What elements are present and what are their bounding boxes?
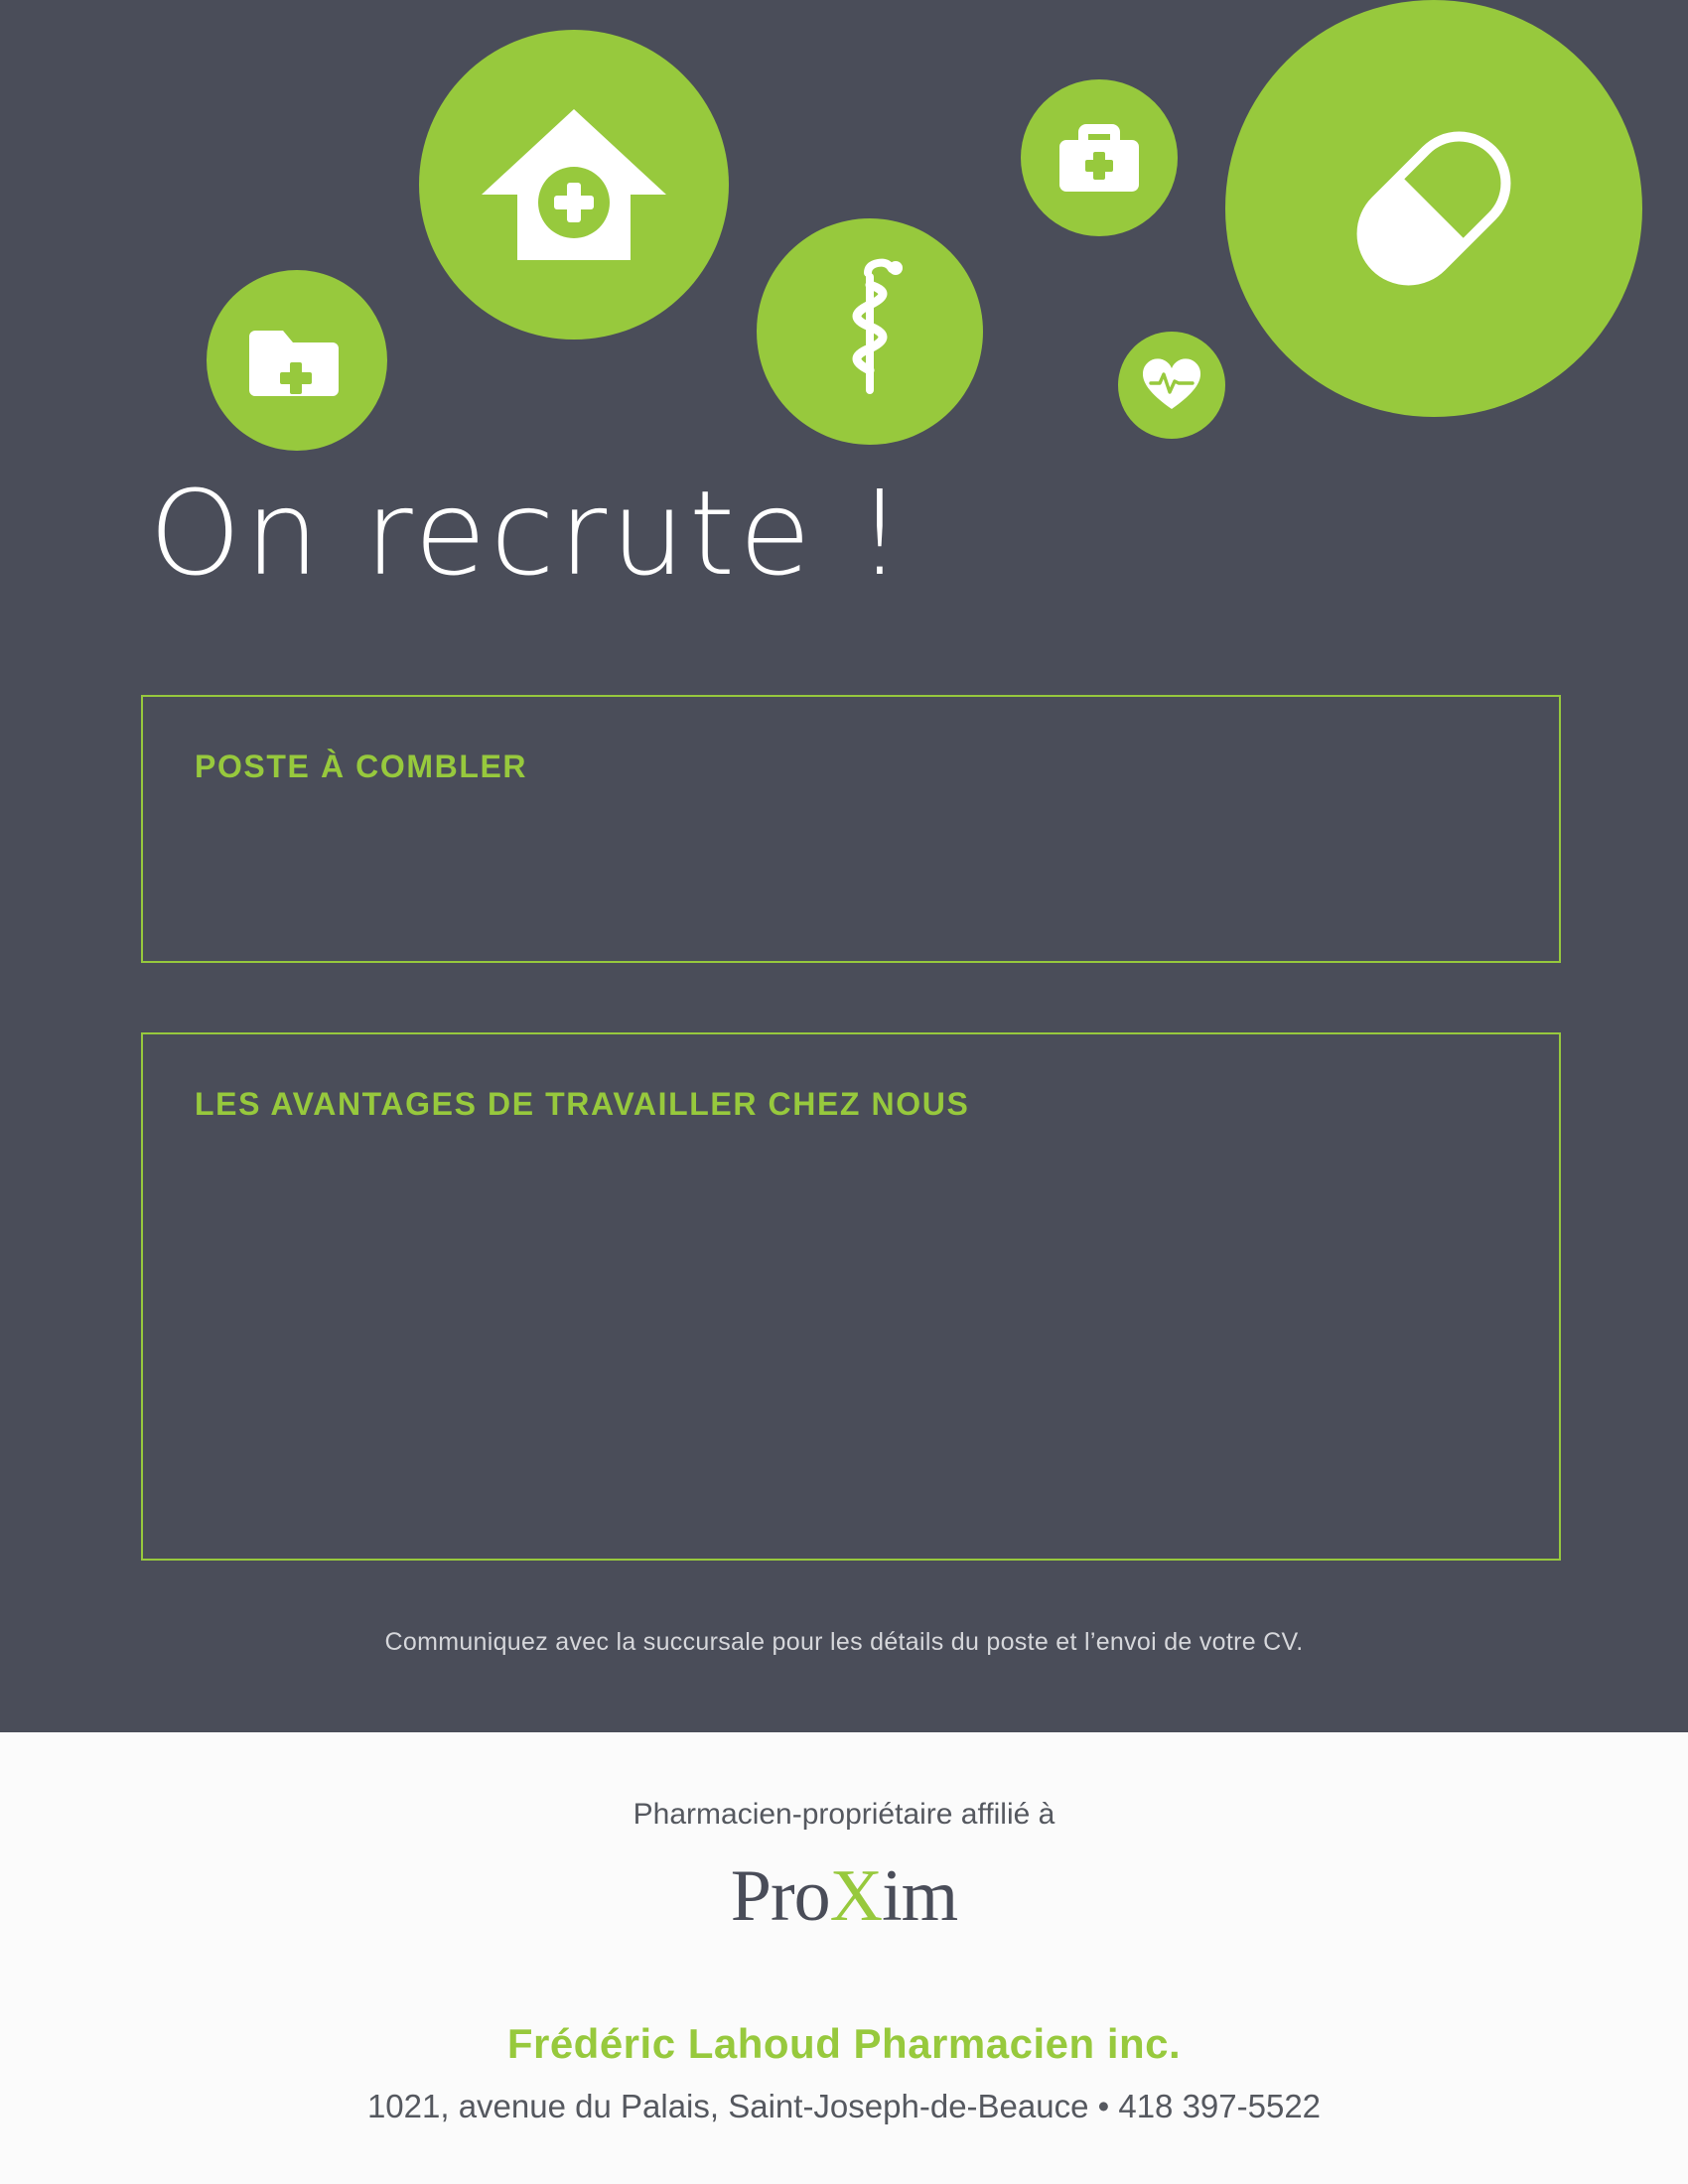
pill-capsule-icon: [1225, 0, 1642, 417]
section-title-avantages: LES AVANTAGES DE TRAVAILLER CHEZ NOUS: [195, 1086, 970, 1122]
folder-plus-icon: [207, 270, 387, 451]
footer: [0, 1732, 1688, 2184]
affiliation-text: Pharmacien-propriétaire affilié à: [633, 1798, 1055, 1831]
house-plus-icon: [419, 30, 729, 340]
section-avantages: [141, 1032, 1561, 1561]
pharmacy-name: Frédéric Lahoud Pharmacien inc.: [506, 2020, 1182, 2067]
section-title-poste: POSTE À COMBLER: [195, 749, 528, 784]
section-poste-a-combler: [141, 695, 1561, 963]
contact-note: Communiquez avec la succursale pour les détails du poste et l’envoi de votre CV.: [384, 1628, 1304, 1656]
caduceus-icon: [757, 218, 983, 445]
heart-pulse-icon: [1118, 332, 1225, 439]
logo-part-1: Pro: [730, 1855, 830, 1937]
first-aid-kit-icon: [1021, 79, 1178, 236]
logo-accent-x: X: [829, 1855, 883, 1937]
page-title: On recrute !: [149, 465, 908, 602]
pharmacy-address: 1021, avenue du Palais, Saint-Joseph-de-Beauce • 418 397-5522: [366, 2088, 1322, 2124]
proxim-logo: [0, 1855, 1688, 1951]
logo-part-2: im: [882, 1855, 958, 1937]
